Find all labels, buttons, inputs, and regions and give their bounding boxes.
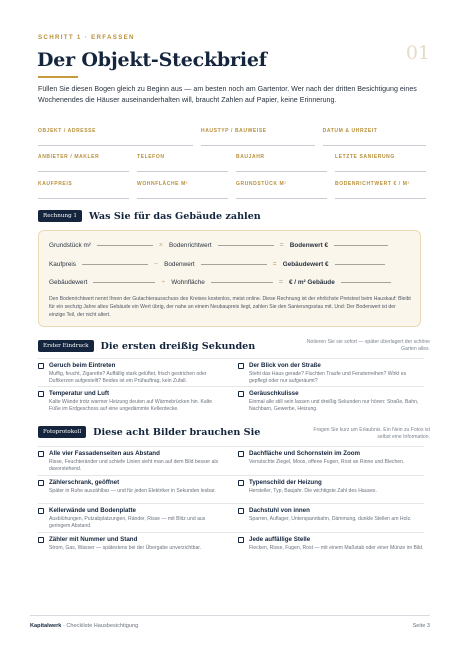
calc-result-label: Gebäudewert € xyxy=(282,261,329,268)
item-description: Muffig, feucht, Zigarette? Auffällig stark gelüftet, frisch gestrichen oder Duftkerzen aufgestellt? Beides ist ein Prüfauftrag, kein Zufall. xyxy=(49,371,207,384)
item-description: Kalte Wände trotz warmer Heizung deuten auf Wärmebrücken hin. Kalte Füße im Erdgeschoss auf eine ungedämmte Kellerdecke. xyxy=(49,399,213,412)
calc-cell[interactable] xyxy=(169,242,274,249)
footer-brand: Kapitalwerk xyxy=(30,623,62,629)
fill-line xyxy=(218,245,274,246)
calc-result-cell[interactable] xyxy=(289,279,391,286)
fill-line xyxy=(38,198,129,199)
item-title: Alle vier Fassadenseiten aus Abstand xyxy=(49,450,160,457)
fill-line xyxy=(335,171,426,172)
checkbox[interactable] xyxy=(238,508,244,514)
footer-left xyxy=(30,623,138,629)
footer-rule xyxy=(30,615,430,616)
item-description: Ausblühungen, Putzabplatzungen, Ränder, Risse — mit Blitz und aus geringem Abstand. xyxy=(49,516,206,529)
page-number: 01 xyxy=(405,42,430,64)
field-address[interactable] xyxy=(38,128,193,146)
operator: = xyxy=(279,242,284,249)
item-description: Einmal alle still sein lassen und dreißig Sekunden nur hören: Straße, Bahn, Nachbarn, Gewerbe, Heizung. xyxy=(249,399,419,412)
field-house-type[interactable] xyxy=(201,128,315,146)
fill-line xyxy=(323,145,426,146)
fill-line xyxy=(236,198,327,199)
item-title: Dachstuhl von innen xyxy=(249,507,310,514)
calc-label: Bodenrichtwert xyxy=(169,242,212,249)
fill-line xyxy=(341,282,391,283)
calc-label: Gebäudewert xyxy=(49,279,88,286)
fill-line xyxy=(38,171,129,172)
calc-cell[interactable] xyxy=(171,279,273,286)
checkbox[interactable] xyxy=(238,537,244,543)
item-description: Risse, Feuchteränder und schiefe Linien sieht man auf dem Bild besser als davorstehend. xyxy=(49,459,219,472)
footer-document-name: · Checkliste Hausbesichtigung xyxy=(62,623,139,629)
field-land-value[interactable] xyxy=(335,181,426,199)
section-title: Diese acht Bilder brauchen Sie xyxy=(93,426,261,438)
calc-label: Bodenwert xyxy=(164,261,195,268)
checkbox[interactable] xyxy=(38,451,44,457)
calc-cell[interactable] xyxy=(49,242,153,249)
impression-section-header xyxy=(38,340,255,352)
field-plot-area[interactable] xyxy=(236,181,327,199)
field-label: BODENRICHTWERT € / M² xyxy=(335,181,410,187)
operator: = xyxy=(272,261,277,268)
calc-cell[interactable] xyxy=(49,261,148,268)
divider xyxy=(38,386,424,387)
item-title: Jede auffällige Stelle xyxy=(249,536,311,543)
section-badge: Erster Eindruck xyxy=(38,340,94,352)
calc-result-label: Bodenwert € xyxy=(289,242,329,249)
item-title: Der Blick von der Straße xyxy=(249,362,321,369)
checkbox[interactable] xyxy=(238,363,244,369)
item-title: Dachfläche und Schornstein im Zoom xyxy=(249,450,361,457)
fill-line xyxy=(334,245,388,246)
calc-cell[interactable] xyxy=(49,279,155,286)
field-label: LETZTE SANIERUNG xyxy=(335,154,395,160)
calc-row-building-value xyxy=(49,261,385,268)
operator: ÷ xyxy=(161,279,166,286)
section-title: Die ersten dreißig Sekunden xyxy=(100,340,256,352)
footer-page-number: Seite 3 xyxy=(412,623,430,629)
calc-row-land-value xyxy=(49,242,388,249)
field-label: KAUFPREIS xyxy=(38,181,73,187)
item-title: Zähler mit Nummer und Stand xyxy=(49,536,138,543)
field-label: GRUNDSTÜCK M² xyxy=(236,181,287,187)
section-note: Fragen Sie kurz um Erlaubnis. Ein Nein zu Fotos ist selbst eine Information. xyxy=(313,427,430,440)
field-phone[interactable] xyxy=(137,154,228,172)
field-label: BAUJAHR xyxy=(236,154,265,160)
checkbox[interactable] xyxy=(38,363,44,369)
item-description: Später in Ruhe auszählbar — und für jeden Elektriker in Sekunden lesbar. xyxy=(49,488,216,494)
item-description: Strom, Gas, Wasser — spätestens bei der Übergabe unverzichtbar. xyxy=(49,545,202,551)
form-row-3 xyxy=(38,181,426,199)
item-description: Flecken, Risse, Fugen, Rost — mit einem Maßstab oder einer Münze im Bild. xyxy=(249,545,424,551)
fill-line xyxy=(335,198,426,199)
field-label: TELEFON xyxy=(137,154,165,160)
checkbox[interactable] xyxy=(238,480,244,486)
calc-label: Grundstück m² xyxy=(49,242,91,249)
operator: × xyxy=(158,242,163,249)
operator: = xyxy=(278,279,283,286)
field-living-area[interactable] xyxy=(137,181,228,199)
intro-text: Füllen Sie diesen Bogen gleich zu Beginn aus — am besten noch am Gartentor. Wer nach der dritten Besichtigung eines Wochenendes die Häuser auseinanderhalten will, braucht Zahlen auf Papier, keine Erinnerung. xyxy=(38,85,417,104)
form-row-1 xyxy=(38,128,426,146)
calc-result-cell[interactable] xyxy=(290,242,388,249)
item-description: Steht das Haus gerade? Fluchten Traufe und Fensterreihen? Wirkt es gepflegt oder nur aufgeräumt? xyxy=(249,371,407,384)
item-title: Geräuschkulisse xyxy=(249,390,299,397)
item-description: Hersteller, Typ, Baujahr. Die wichtigste Zahl des Hauses. xyxy=(249,488,377,494)
fill-line xyxy=(38,145,193,146)
divider xyxy=(38,503,424,504)
calc-label: Kaufpreis xyxy=(49,261,76,268)
calculation-box xyxy=(38,230,421,327)
section-badge: Rechnung 1 xyxy=(38,210,82,222)
calc-row-price-per-sqm xyxy=(49,279,391,286)
checkbox[interactable] xyxy=(238,391,244,397)
section-note: Notieren Sie sie sofort — später überlagert der schöne Garten alles. xyxy=(306,339,430,352)
field-last-renovation[interactable] xyxy=(335,154,426,172)
item-title: Typenschild der Heizung xyxy=(249,479,322,486)
item-description: Sparren, Auflager, Unterspannbahn, Dämmung, dunkle Stellen am Holz. xyxy=(249,516,412,522)
field-price[interactable] xyxy=(38,181,129,199)
fill-line xyxy=(236,171,327,172)
checkbox[interactable] xyxy=(38,537,44,543)
fill-line xyxy=(82,264,148,265)
section-badge: Fotoprotokoll xyxy=(38,426,86,438)
fill-line xyxy=(137,171,228,172)
calc-result-cell[interactable] xyxy=(283,261,385,268)
item-title: Kellerwände und Bodenplatte xyxy=(49,507,136,514)
page-title: Der Objekt-Steckbrief xyxy=(37,49,267,71)
item-description: Verrutschte Ziegel, Moos, offene Fugen, Rost an Rinne und Blechen. xyxy=(249,459,405,465)
field-date-time[interactable] xyxy=(323,128,426,146)
divider xyxy=(38,532,424,533)
divider xyxy=(38,358,424,359)
item-title: Geruch beim Eintreten xyxy=(49,362,116,369)
fill-line xyxy=(211,282,273,283)
checkbox[interactable] xyxy=(38,508,44,514)
fill-line xyxy=(201,264,267,265)
title-rule xyxy=(38,76,78,78)
divider xyxy=(38,475,424,476)
fill-line xyxy=(97,245,153,246)
checkbox[interactable] xyxy=(38,391,44,397)
form-row-2 xyxy=(38,154,426,172)
field-year-built[interactable] xyxy=(236,154,327,172)
checkbox[interactable] xyxy=(238,451,244,457)
calc-section-header xyxy=(38,210,261,222)
fill-line xyxy=(201,145,315,146)
fill-line xyxy=(137,198,228,199)
calc-cell[interactable] xyxy=(164,261,267,268)
fill-line xyxy=(93,282,155,283)
field-label: DATUM & UHRZEIT xyxy=(322,128,378,134)
calc-result-label: € / m² Gebäude xyxy=(288,279,335,286)
photo-section-header xyxy=(38,426,260,438)
field-label: OBJEKT / ADRESSE xyxy=(38,128,97,134)
operator: − xyxy=(154,261,159,268)
section-title: Was Sie für das Gebäude zahlen xyxy=(88,210,261,222)
field-label: ANBIETER / MAKLER xyxy=(38,154,100,160)
item-title: Temperatur und Luft xyxy=(49,390,110,397)
divider xyxy=(38,446,424,447)
fill-line xyxy=(335,264,385,265)
checkbox[interactable] xyxy=(38,480,44,486)
field-agent[interactable] xyxy=(38,154,129,172)
calc-explanation: Den Bodenrichtwert nennt Ihnen der Gutachterausschuss des Kreises kostenlos, meist online. Diese Rechnung ist der ehrlichste Preistest beim Hauskauf: Bleibt für ein sechzig Jahre altes Gebäude ein Wert übrig, der nahe an einem Neubaupreis liegt, zahlen Sie den Sanierungsstau mit. Und: Der Bodenwert ist der einzige Teil, der nicht altert. xyxy=(49,296,411,318)
calc-label: Wohnfläche xyxy=(171,279,205,286)
field-label: HAUSTYP / BAUWEISE xyxy=(201,128,267,134)
field-label: WOHNFLÄCHE M² xyxy=(137,181,189,187)
item-title: Zählerschrank, geöffnet xyxy=(49,479,120,486)
step-kicker: SCHRITT 1 · ERFASSEN xyxy=(38,34,135,41)
